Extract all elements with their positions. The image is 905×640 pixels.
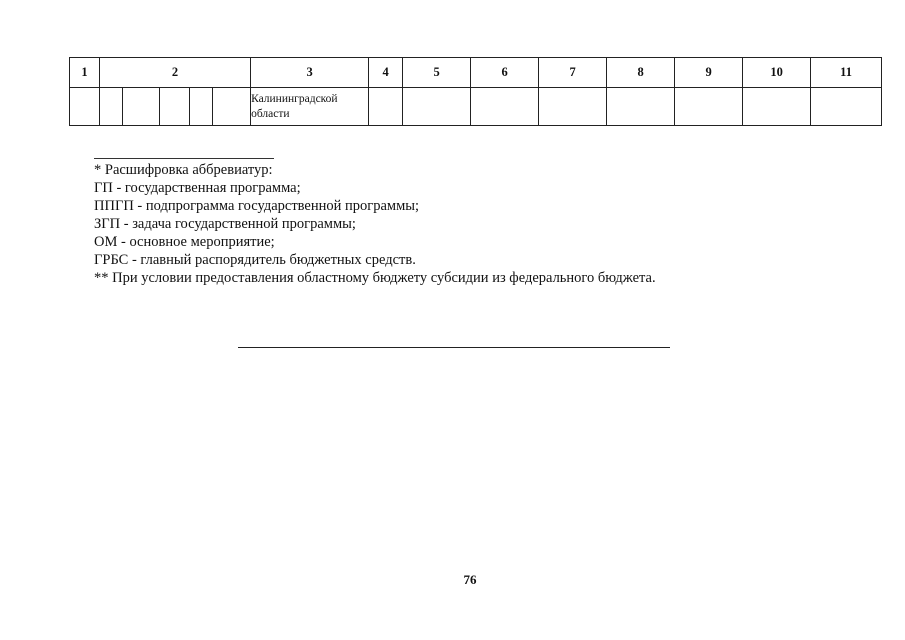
footnote-line: ** При условии предоставления областному бюджету субсидии из федерального бюджета. [94, 270, 656, 286]
header-cell-11: 11 [811, 58, 882, 88]
table-cell [213, 88, 251, 126]
header-cell-3: 3 [251, 58, 369, 88]
table-cell [539, 88, 607, 126]
header-cell-10: 10 [743, 58, 811, 88]
header-cell-4: 4 [369, 58, 403, 88]
table-cell [675, 88, 743, 126]
table-row [70, 88, 882, 126]
header-cell-8: 8 [607, 58, 675, 88]
page-number: 76 [463, 572, 477, 587]
table-cell [811, 88, 882, 126]
footnote-separator [94, 158, 274, 159]
footnote-line: * Расшифровка аббревиатур: [94, 162, 273, 178]
table-cell [369, 88, 403, 126]
header-cell-5: 5 [403, 58, 471, 88]
region-cell [251, 88, 369, 126]
table-cell [123, 88, 160, 126]
header-cell-7: 7 [539, 58, 607, 88]
footnote-line: ГРБС - главный распорядитель бюджетных средств. [94, 252, 416, 268]
budget-table [69, 57, 882, 126]
header-cell-6: 6 [471, 58, 539, 88]
footnotes [94, 158, 794, 287]
header-cell-2: 2 [100, 58, 251, 88]
table-cell [160, 88, 190, 126]
table-cell [190, 88, 213, 126]
region-name: Калининградской области [251, 92, 338, 120]
table-cell [70, 88, 100, 126]
table-cell [403, 88, 471, 126]
table-cell [471, 88, 539, 126]
footnote-line: ОМ - основное мероприятие; [94, 234, 275, 250]
end-rule [238, 347, 670, 348]
table-header-row [70, 58, 882, 88]
header-cell-1: 1 [70, 58, 100, 88]
header-cell-9: 9 [675, 58, 743, 88]
footnote-line: ЗГП - задача государственной программы; [94, 216, 356, 232]
table-cell [743, 88, 811, 126]
table-cell [100, 88, 123, 126]
footnote-line: ППГП - подпрограмма государственной программы; [94, 198, 420, 214]
footnote-line: ГП - государственная программа; [94, 180, 301, 196]
table-cell [607, 88, 675, 126]
